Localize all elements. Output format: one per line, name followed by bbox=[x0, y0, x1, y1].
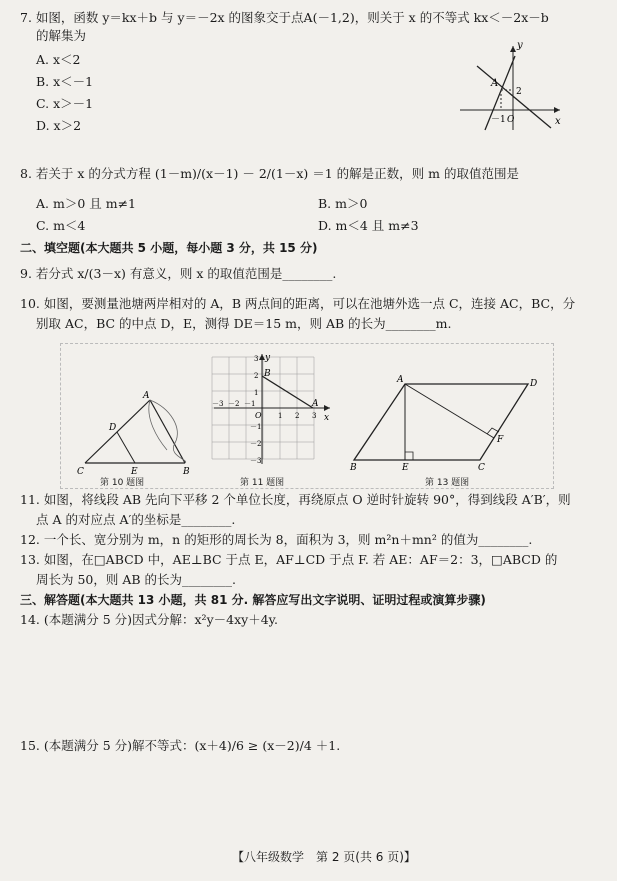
fig11-label-y: y bbox=[265, 353, 271, 363]
q7-option-a: A. x＜2 bbox=[36, 52, 81, 67]
section-answer-title: 三、解答题(本大题共 13 小题，共 81 分. 解答应写出文字说明、证明过程或演算步骤) bbox=[20, 593, 486, 607]
fig11-ytick: 3 bbox=[254, 355, 259, 363]
q7-stem: 7. 如图，函数 y＝kx＋b 与 y＝－2x 的图象交于点A(－1,2)，则关于 x 的不等式 kx＜－2x－b bbox=[20, 10, 549, 25]
fig11-label-b: B bbox=[264, 369, 271, 379]
fig11-ytick: －2 bbox=[250, 440, 262, 448]
q7-figure bbox=[455, 38, 565, 133]
q7-fig-point-a: A bbox=[491, 78, 499, 89]
fig13-label-d: D bbox=[530, 379, 538, 389]
q12-text: 12. 一个长、宽分别为 m，n 的矩形的周长为 8，面积为 3，则 m²n＋mn² 的值为________. bbox=[20, 532, 533, 547]
q8-option-a: A. m＞0 且 m≠1 bbox=[36, 196, 137, 211]
q7-option-d: D. x＞2 bbox=[36, 118, 82, 133]
fig13-label-a: A bbox=[397, 375, 404, 385]
fig11-ytick: 2 bbox=[254, 372, 259, 380]
fig10 bbox=[75, 388, 205, 477]
q13-line1: 13. 如图，在□ABCD 中，AE⊥BC 于点 E，AF⊥CD 于点 F. 若 AE：AF＝2：3，□ABCD 的 bbox=[20, 552, 558, 567]
fig11-xtick: －1 bbox=[244, 400, 256, 408]
fig13-label-e: E bbox=[402, 463, 409, 473]
fig11-ytick: 1 bbox=[254, 389, 259, 397]
section-fill-in-title: 二、填空题(本大题共 5 小题，每小题 3 分，共 15 分) bbox=[20, 241, 318, 255]
q11-line2: 点 A 的对应点 A′的坐标是________. bbox=[36, 512, 236, 527]
q7-stem-cont: 的解集为 bbox=[36, 28, 87, 43]
fig10-label-c: C bbox=[77, 467, 84, 477]
fig11-ytick: －3 bbox=[250, 457, 262, 465]
q7-fig-x-label: x bbox=[555, 116, 561, 127]
fig11-label-a: A bbox=[312, 399, 319, 409]
fig11-xtick: 2 bbox=[295, 412, 300, 420]
q13-line2: 周长为 50，则 AB 的长为________. bbox=[36, 572, 237, 587]
fig10-label-e: E bbox=[131, 467, 138, 477]
fig11 bbox=[212, 350, 332, 466]
fig11-caption: 第 11 题图 bbox=[240, 478, 285, 488]
q10-line2: 别取 AC，BC 的中点 D，E，测得 DE＝15 m，则 AB 的长为________m. bbox=[36, 316, 452, 331]
fig10-caption: 第 10 题图 bbox=[100, 478, 145, 488]
fig10-label-b: B bbox=[183, 467, 190, 477]
fig11-xtick: －3 bbox=[212, 400, 224, 408]
q7-fig-origin: O bbox=[507, 115, 515, 125]
q8-option-b: B. m＞0 bbox=[318, 196, 368, 211]
fig10-label-a: A bbox=[143, 391, 150, 401]
q7-fig-tick-2: 2 bbox=[516, 87, 522, 97]
q10-line1: 10. 如图，要测量池塘两岸相对的 A，B 两点间的距离，可以在池塘外选一点 C，连接 AC，BC，分 bbox=[20, 296, 576, 311]
fig13-label-b: B bbox=[350, 463, 357, 473]
page-footer: 【八年级数学 第 2 页(共 6 页)】 bbox=[232, 850, 416, 864]
fig11-origin: O bbox=[255, 411, 262, 420]
fig11-xtick: 3 bbox=[312, 412, 317, 420]
fig13 bbox=[350, 372, 550, 472]
fig13-label-c: C bbox=[478, 463, 485, 473]
q8-option-c: C. m＜4 bbox=[36, 218, 86, 233]
fig11-ytick: －1 bbox=[250, 423, 262, 431]
fig11-xtick: 1 bbox=[278, 412, 283, 420]
fig11-xtick: －2 bbox=[228, 400, 240, 408]
q7-fig-tick-m1: －1 bbox=[491, 115, 506, 125]
q15-text: 15. (本题满分 5 分)解不等式：(x＋4)/6 ≥ (x－2)/4 ＋1. bbox=[20, 738, 341, 753]
q7-option-b: B. x＜－1 bbox=[36, 74, 94, 89]
fig10-label-d: D bbox=[109, 423, 117, 433]
q14-text: 14. (本题满分 5 分)因式分解：x²y－4xy＋4y. bbox=[20, 612, 279, 627]
q8-stem: 8. 若关于 x 的分式方程 (1－m)/(x－1) － 2/(1－x) ＝1 的解是正数，则 m 的取值范围是 bbox=[20, 166, 519, 181]
fig13-caption: 第 13 题图 bbox=[425, 478, 470, 488]
q7-fig-y-label: y bbox=[517, 40, 523, 51]
fig13-label-f: F bbox=[497, 435, 504, 445]
fig11-label-x: x bbox=[324, 413, 330, 423]
q7-option-c: C. x＞－1 bbox=[36, 96, 94, 111]
q8-option-d: D. m＜4 且 m≠3 bbox=[318, 218, 419, 233]
q9-text: 9. 若分式 x/(3－x) 有意义，则 x 的取值范围是________. bbox=[20, 266, 337, 281]
q11-line1: 11. 如图，将线段 AB 先向下平移 2 个单位长度，再绕原点 O 逆时针旋转 90°，得到线段 A′B′，则 bbox=[20, 492, 571, 507]
